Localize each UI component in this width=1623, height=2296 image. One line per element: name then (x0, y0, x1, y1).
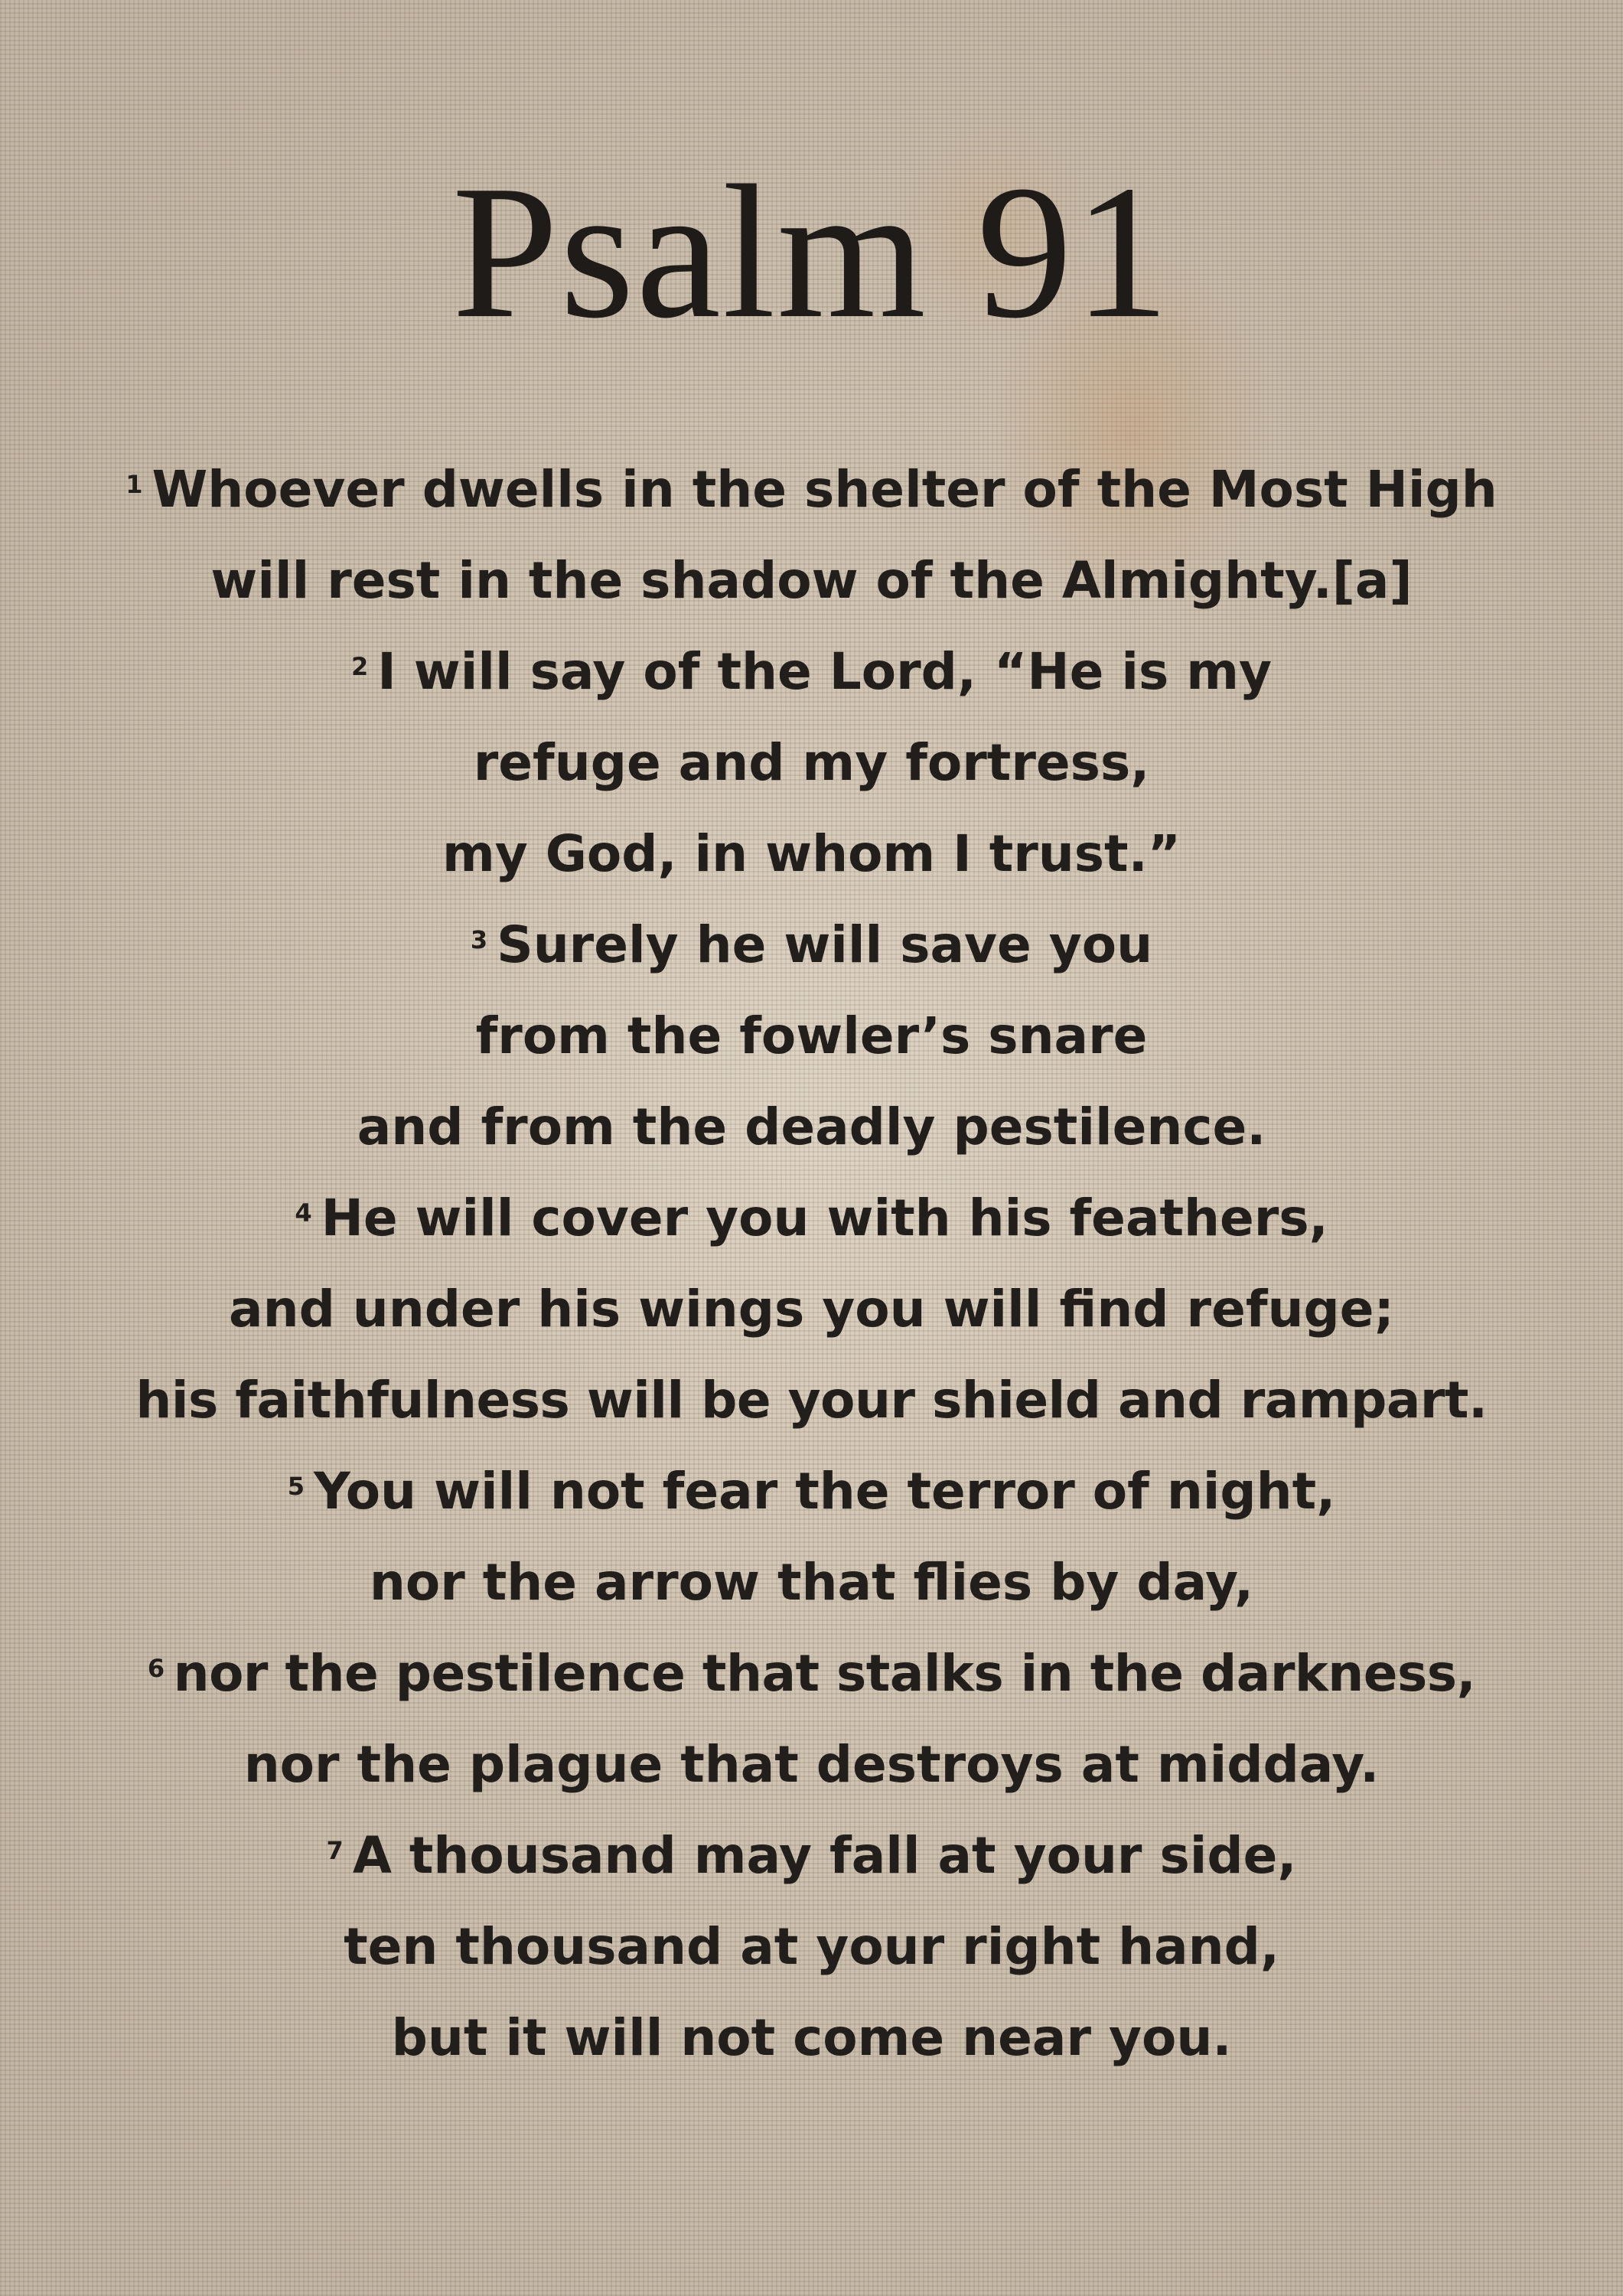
verse-text: He will cover you with his feathers, (321, 1189, 1328, 1247)
verse-line (0, 1628, 1623, 1719)
verse-line (0, 626, 1623, 717)
verse-line (0, 1719, 1623, 1810)
verse-line (0, 899, 1623, 990)
verse-line (0, 1901, 1623, 1992)
verse-number: 4 (295, 1199, 312, 1228)
verse-line (0, 1537, 1623, 1628)
verse-number: 1 (125, 470, 143, 499)
verse-line (0, 1081, 1623, 1172)
verse-line (0, 1172, 1623, 1264)
verse-number: 2 (351, 652, 369, 681)
verse-line (0, 990, 1623, 1081)
verse-number: 7 (326, 1836, 344, 1865)
verse-text: Surely he will save you (497, 915, 1153, 974)
verse-line (0, 1810, 1623, 1901)
verse-text: nor the arrow that flies by day, (369, 1553, 1254, 1612)
verse-line (0, 1264, 1623, 1355)
verse-text: You will not fear the terror of night, (313, 1462, 1336, 1521)
verse-text: I will say of the Lord, “He is my (377, 642, 1272, 701)
verse-text: nor the plague that destroys at midday. (243, 1735, 1380, 1794)
verse-number: 5 (287, 1472, 305, 1501)
verse-text: Whoever dwells in the shelter of the Most High (152, 460, 1498, 519)
verse-text: A thousand may fall at your side, (352, 1826, 1297, 1885)
psalm-text (0, 444, 1623, 2083)
verse-text: refuge and my fortress, (473, 733, 1150, 792)
verse-line (0, 717, 1623, 808)
verse-text: his faithfulness will be your shield and rampart. (135, 1371, 1488, 1430)
verse-number: 6 (147, 1654, 165, 1683)
page-title: Psalm 91 (451, 146, 1172, 358)
verse-text: but it will not come near you. (391, 2008, 1232, 2067)
verse-line (0, 535, 1623, 626)
verse-text: and under his wings you will find refuge; (229, 1280, 1394, 1339)
verse-text: from the fowler’s snare (475, 1006, 1148, 1065)
verse-line (0, 1355, 1623, 1446)
verse-text: nor the pestilence that stalks in the darkness, (173, 1644, 1476, 1703)
verse-text: will rest in the shadow of the Almighty.[a] (210, 551, 1413, 610)
verse-text: and from the deadly pestilence. (357, 1097, 1266, 1156)
verse-line (0, 1992, 1623, 2083)
verse-line (0, 1446, 1623, 1537)
verse-text: ten thousand at your right hand, (344, 1917, 1279, 1976)
verse-text: my God, in whom I trust.” (442, 824, 1181, 883)
verse-line (0, 444, 1623, 535)
verse-number: 3 (470, 925, 488, 954)
verse-line (0, 808, 1623, 899)
